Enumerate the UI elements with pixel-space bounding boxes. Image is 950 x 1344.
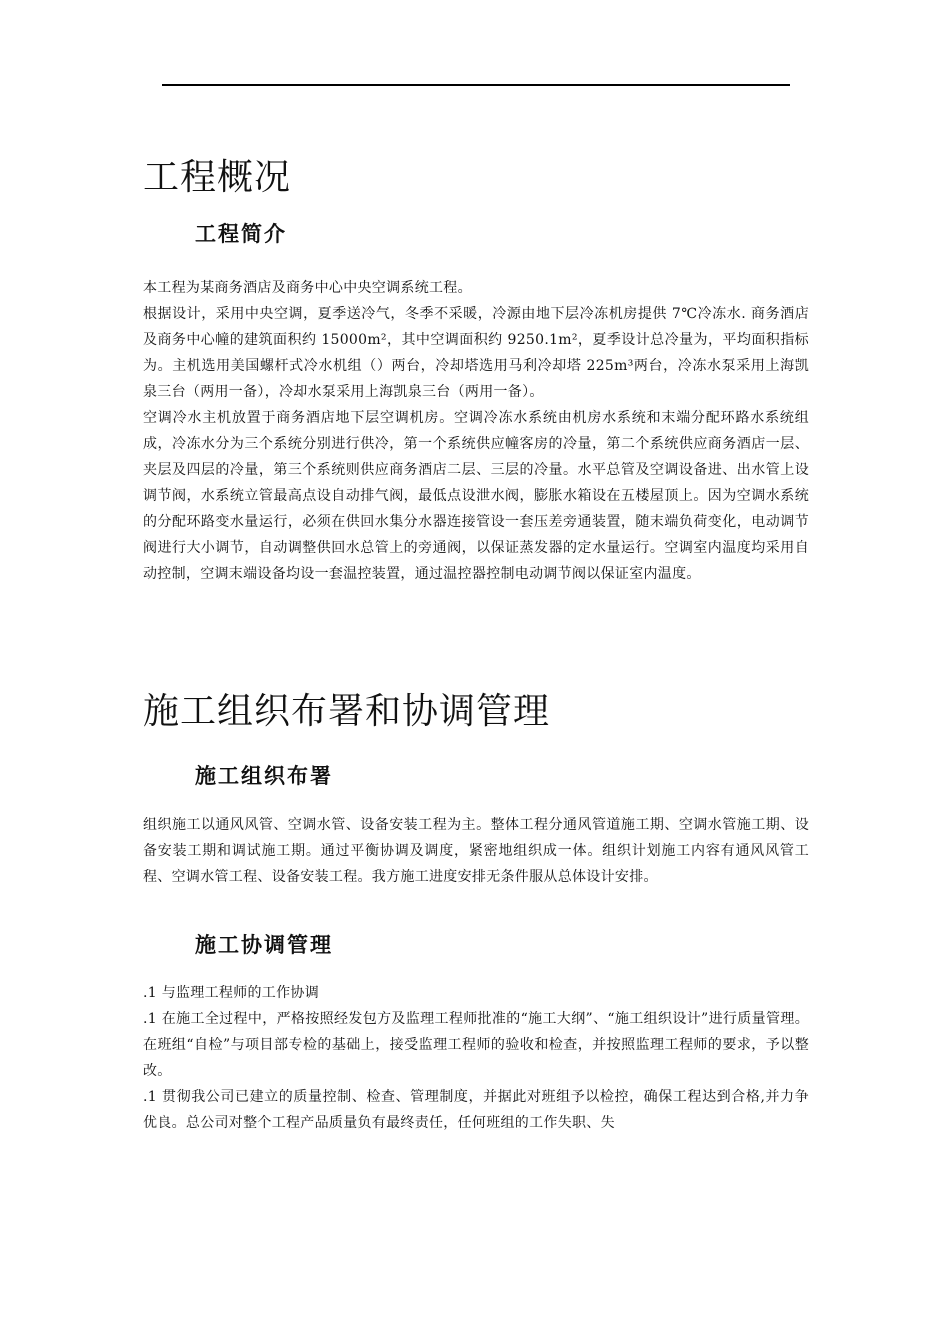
paragraph: 本工程为某商务酒店及商务中心中央空调系统工程。: [143, 280, 472, 296]
paragraph: 根据设计，采用中央空调，夏季送冷气，冬季不采暖，冷源由地下层冷冻机房提供 7℃冷冻水. 商务酒店及商务中心幢的建筑面积约 15000m²，其中空调面积约 9250.1m²，夏季设计总冷量为，平均面积指标为。主机选用美国螺杆式冷水机组（）两台，冷却塔选用马利冷却塔 225m³两台，冷冻水泵采用上海凯泉三台（两用一备），冷却水泵采用上海凯泉三台（两用一备）。: [143, 306, 809, 400]
subsection-title-deployment: 施工组织布署: [195, 764, 333, 788]
document-body: [143, 140, 809, 1136]
subsection-title-intro: 工程简介: [195, 222, 287, 246]
subsection-title-coordination: 施工协调管理: [195, 933, 333, 957]
header-rule: [162, 84, 790, 86]
list-item: .1 与监理工程师的工作协调: [143, 985, 320, 1001]
paragraph: 空调冷水主机放置于商务酒店地下层空调机房。空调冷冻水系统由机房水系统和末端分配环路水系统组成，冷冻水分为三个系统分别进行供冷，第一个系统供应幢客房的冷量，第二个系统供应商务酒店一层、夹层及四层的冷量，第三个系统则供应商务酒店二层、三层的冷量。水平总管及空调设备进、出水管上设调节阀，水系统立管最高点设自动排气阀，最低点设泄水阀，膨胀水箱设在五楼屋顶上。因为空调水系统的分配环路变水量运行，必须在供回水集分水器连接管设一套压差旁通装置，随末端负荷变化，电动调节阀进行大小调节，自动调整供回水总管上的旁通阀，以保证蒸发器的定水量运行。空调室内温度均采用自动控制，空调末端设备均设一套温控装置，通过温控器控制电动调节阀以保证室内温度。: [143, 410, 809, 582]
section-title-overview: 工程概况: [143, 157, 292, 198]
paragraph: 组织施工以通风风管、空调水管、设备安装工程为主。整体工程分通风管道施工期、空调水管施工期、设备安装工期和调试施工期。通过平衡协调及调度，紧密地组织成一体。组织计划施工内容有通风风管工程、空调水管工程、设备安装工程。我方施工进度安排无条件服从总体设计安排。: [143, 817, 809, 885]
section-title-organization: 施工组织布署和协调管理: [143, 691, 551, 732]
list-item: .1 在施工全过程中，严格按照经发包方及监理工程师批准的“施工大纲”、“施工组织设计”进行质量管理。在班组“自检”与项目部专检的基础上，接受监理工程师的验收和检查，并按照监理工程师的要求，予以整改。: [143, 1011, 809, 1079]
list-item: .1 贯彻我公司已建立的质量控制、检查、管理制度，并据此对班组予以检控，确保工程达到合格,并力争优良。总公司对整个工程产品质量负有最终责任，任何班组的工作失职、失: [143, 1089, 809, 1131]
